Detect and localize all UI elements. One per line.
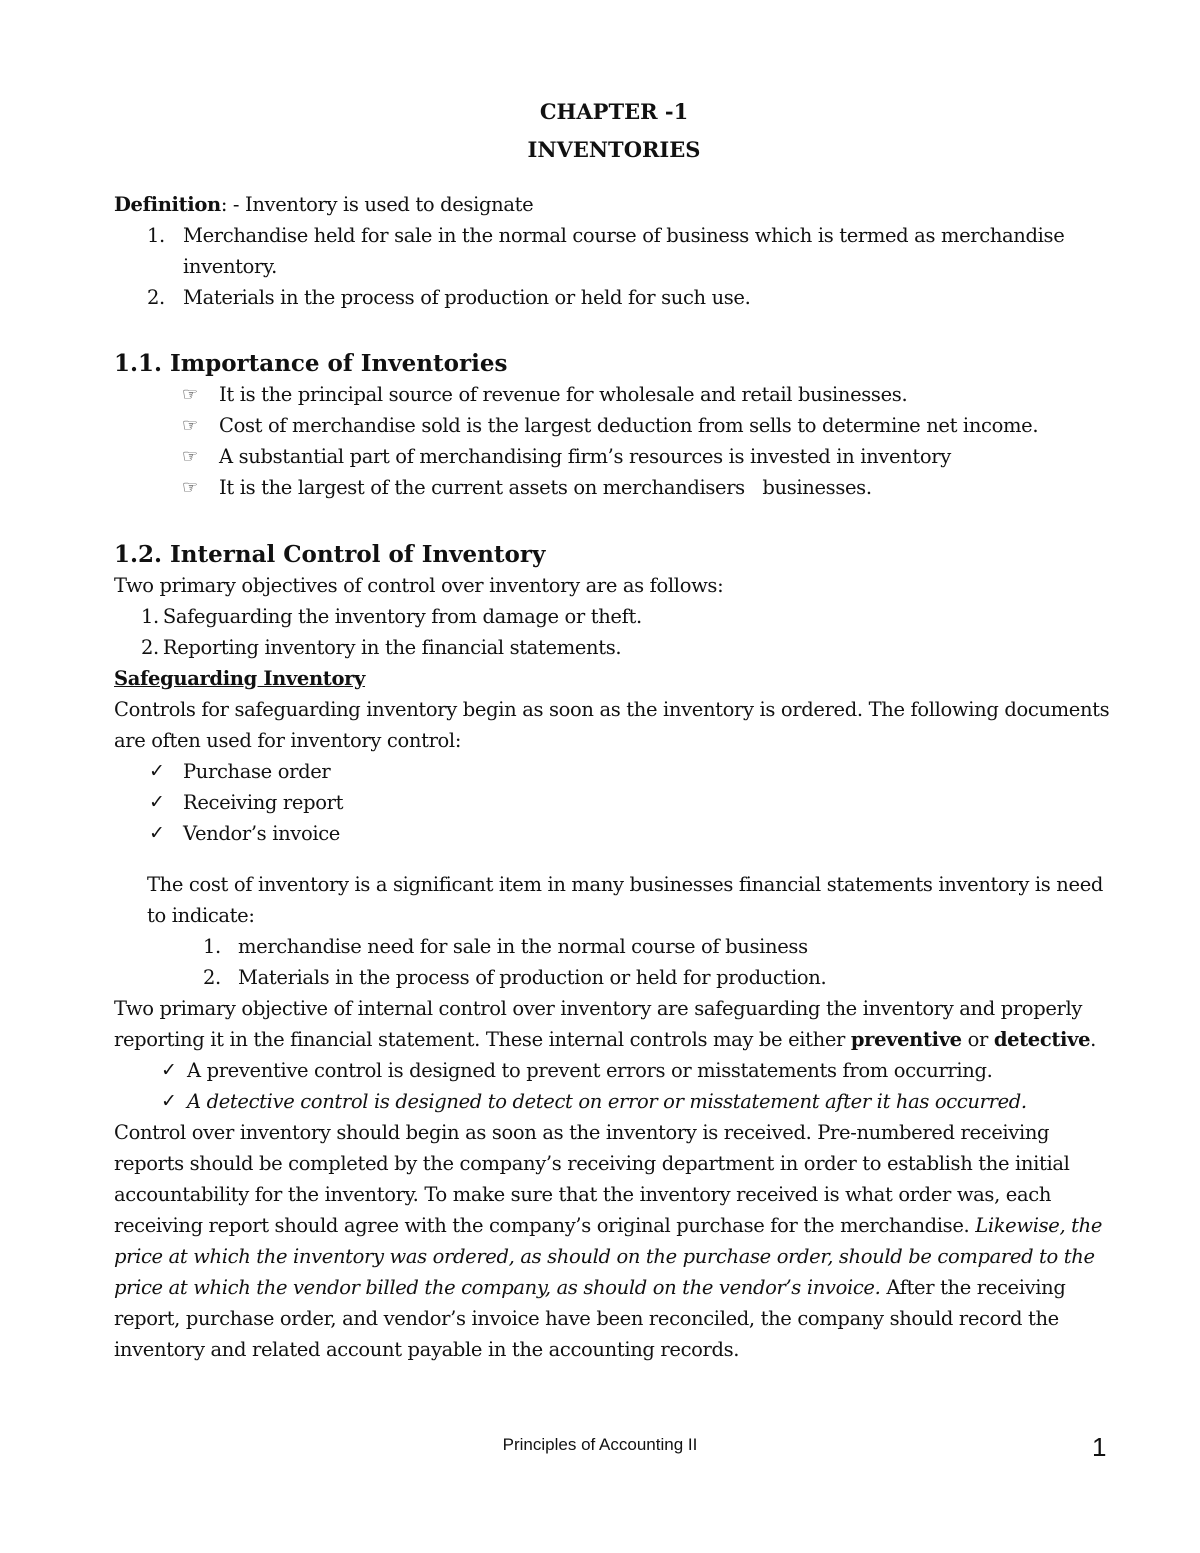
list-item (114, 1055, 1114, 1086)
definition-line (114, 189, 1114, 220)
pointing-hand-icon: ☞ (182, 415, 198, 436)
text-run: preventive (850, 1028, 962, 1051)
list-text: Safeguarding the inventory from damage or theft. (162, 605, 642, 628)
importance-list (114, 379, 1114, 503)
list-text: It is the principal source of revenue for wholesale and retail businesses. (219, 383, 908, 406)
list-item (114, 601, 1114, 632)
list-text: Receiving report (183, 791, 344, 814)
list-number: 1. (141, 605, 159, 628)
subheading-safeguarding: Safeguarding Inventory (114, 667, 366, 690)
definition-text: : - Inventory is used to designate (220, 193, 534, 216)
list-item (114, 1086, 1114, 1117)
list-item (114, 282, 1114, 313)
checkmark-icon: ✓ (161, 1059, 177, 1081)
list-text: A detective control is designed to detect on error or misstatement after it has occurred. (187, 1090, 1027, 1113)
text-run: Control over inventory should begin as soon as the inventory is received. Pre-numbered receiving reports should be completed by the company’s receiving department in order to establish the initial accountability for the inventory. To make sure that the inventory received is what order was, each receiving report should agree with the company’s original purchase for the merchandise. (114, 1121, 1070, 1237)
paragraph: The cost of inventory is a significant item in many businesses financial statements inventory is need to indicate: (147, 873, 1104, 927)
cost-list (114, 931, 1114, 993)
list-text: Purchase order (183, 760, 331, 783)
paragraph (114, 993, 1114, 1055)
list-item (114, 818, 1114, 849)
list-text: Vendor’s invoice (183, 822, 340, 845)
list-item (114, 379, 1114, 410)
checkmark-icon: ✓ (149, 822, 165, 844)
list-item (114, 962, 1114, 993)
list-number: 1. (147, 224, 165, 247)
list-number: 2. (203, 966, 221, 989)
list-item (114, 787, 1114, 818)
text-run: Likewise, the price at which the inventory was ordered, as should on the purchase order, should be compared to the price at which the vendor billed the company, as should on the vendor’s invoice. (114, 1214, 1103, 1299)
text-run: detective (993, 1028, 1091, 1051)
list-text: merchandise need for sale in the normal course of business (238, 935, 808, 958)
list-item (114, 756, 1114, 787)
paragraph: Two primary objectives of control over inventory are as follows: (114, 574, 724, 597)
pointing-hand-icon: ☞ (182, 446, 198, 467)
list-text: Reporting inventory in the financial statements. (162, 636, 622, 659)
list-text: A substantial part of merchandising firm’s resources is invested in inventory (219, 445, 951, 468)
list-text: A preventive control is designed to prevent errors or misstatements from occurring. (187, 1059, 993, 1082)
text-run: or (961, 1028, 994, 1051)
section-heading-internal-control: 1.2. Internal Control of Inventory (114, 541, 546, 568)
chapter-heading: CHAPTER -1 (539, 99, 689, 124)
text-run: After the receiving report, purchase order, and vendor’s invoice have been reconciled, the company should record the inventory and related account payable in the accounting records. (114, 1276, 1066, 1361)
list-number: 2. (147, 286, 165, 309)
list-text: It is the largest of the current assets on merchandisers businesses. (219, 476, 872, 499)
pointing-hand-icon: ☞ (182, 384, 198, 405)
checkmark-icon: ✓ (149, 760, 165, 782)
page-footer: Principles of Accounting II (502, 1435, 698, 1454)
objectives-list (114, 601, 1114, 663)
documents-list (114, 756, 1114, 849)
list-item (114, 931, 1114, 962)
section-heading-importance: 1.1. Importance of Inventories (114, 350, 508, 377)
page-content (114, 93, 1114, 1365)
list-item (114, 472, 1114, 503)
checkmark-icon: ✓ (149, 791, 165, 813)
text-run: Two primary objective of internal control over inventory are safeguarding the inventory and properly reporting it in the financial statement. These internal controls may be either (114, 997, 1083, 1051)
list-text: Materials in the process of production or held for production. (238, 966, 827, 989)
paragraph: Controls for safeguarding inventory begin as soon as the inventory is ordered. The following documents are often used for inventory control: (114, 698, 1110, 752)
list-text: Materials in the process of production or held for such use. (183, 286, 751, 309)
list-item (114, 441, 1114, 472)
definition-label: Definition (114, 193, 221, 216)
checkmark-icon: ✓ (161, 1090, 177, 1112)
list-text: Merchandise held for sale in the normal course of business which is termed as merchandise inventory. (183, 224, 1065, 278)
list-item (114, 220, 1114, 282)
paragraph (114, 1117, 1114, 1365)
chapter-title: INVENTORIES (527, 137, 701, 162)
page-number: 1 (1092, 1432, 1107, 1462)
list-number: 2. (141, 636, 159, 659)
list-number: 1. (203, 935, 221, 958)
list-text: Cost of merchandise sold is the largest deduction from sells to determine net income. (219, 414, 1039, 437)
list-item (114, 410, 1114, 441)
definition-list (114, 220, 1114, 313)
text-run: . (1090, 1028, 1097, 1051)
controls-list (114, 1055, 1114, 1117)
pointing-hand-icon: ☞ (182, 477, 198, 498)
list-item (114, 632, 1114, 663)
